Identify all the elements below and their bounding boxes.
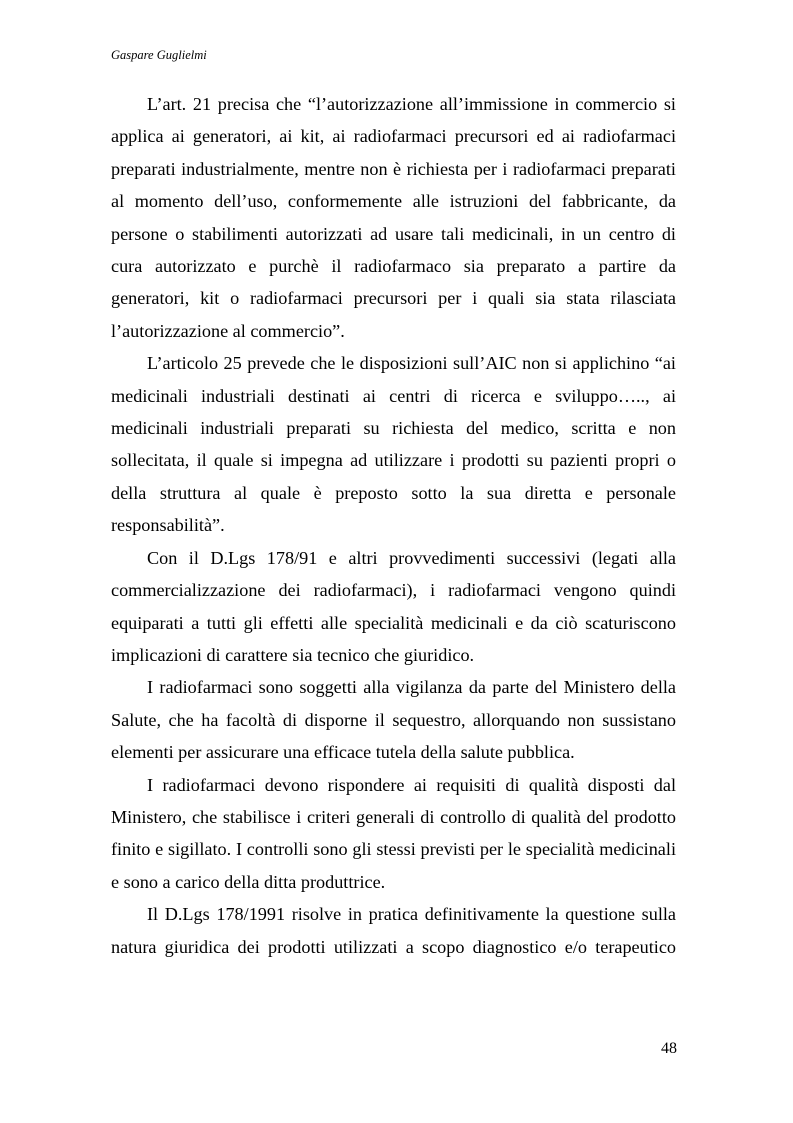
body-text [111,88,676,963]
paragraph-requisiti-qualita: I radiofarmaci devono rispondere ai requisiti di qualità disposti dal Ministero, che stabilisce i criteri generali di controllo di qualità del prodotto finito e sigillato. I controlli sono gli stessi previsti per le specialità medicinali e sono a carico della ditta produttrice. [111,774,676,892]
paragraph-articolo-25: L’articolo 25 prevede che le disposizioni sull’AIC non si applichino “ai medicinali industriali destinati ai centri di ricerca e sviluppo….., ai medicinali industriali preparati su richiesta del medico, scritta e non sollecitata, il quale si impegna ad utilizzare i prodotti su pazienti propri o della struttura al quale è preposto sotto la sua diretta e personale responsabilità”. [111,353,676,536]
paragraph-vigilanza: I radiofarmaci sono soggetti alla vigilanza da parte del Ministero della Salute, che ha facoltà di disporne il sequestro, allorquando non sussistano elementi per assicurare una efficace tutela della salute pubblica. [111,677,676,763]
paragraph-art-21: L’art. 21 precisa che “l’autorizzazione all’immissione in commercio si applica ai generatori, ai kit, ai radiofarmaci precursori ed ai radiofarmaci preparati industrialmente, mentre non è richiesta per i radiofarmaci preparati al momento dell’uso, conformemente alle istruzioni del fabbricante, da persone o stabilimenti autorizzati ad usare tali medicinali, in un centro di cura autorizzato e purchè il radiofarmaco sia preparato a partire da generatori, kit o radiofarmaci precursori per i quali sia stata rilasciata l’autorizzazione al commercio”. [111,94,676,341]
running-header-author: Gaspare Guglielmi [111,48,207,62]
page-number: 48 [661,1040,677,1057]
paragraph-dlgs-178-91: Con il D.Lgs 178/91 e altri provvedimenti successivi (legati alla commercializzazione dei radiofarmaci), i radiofarmaci vengono quindi equiparati a tutti gli effetti alle specialità medicinali e da ciò scaturiscono implicazioni di carattere sia tecnico che giuridico. [111,547,676,665]
paragraph-natura-giuridica: Il D.Lgs 178/1991 risolve in pratica definitivamente la questione sulla natura giuridica dei prodotti utilizzati a scopo diagnostico e/o terapeutico [111,904,676,957]
